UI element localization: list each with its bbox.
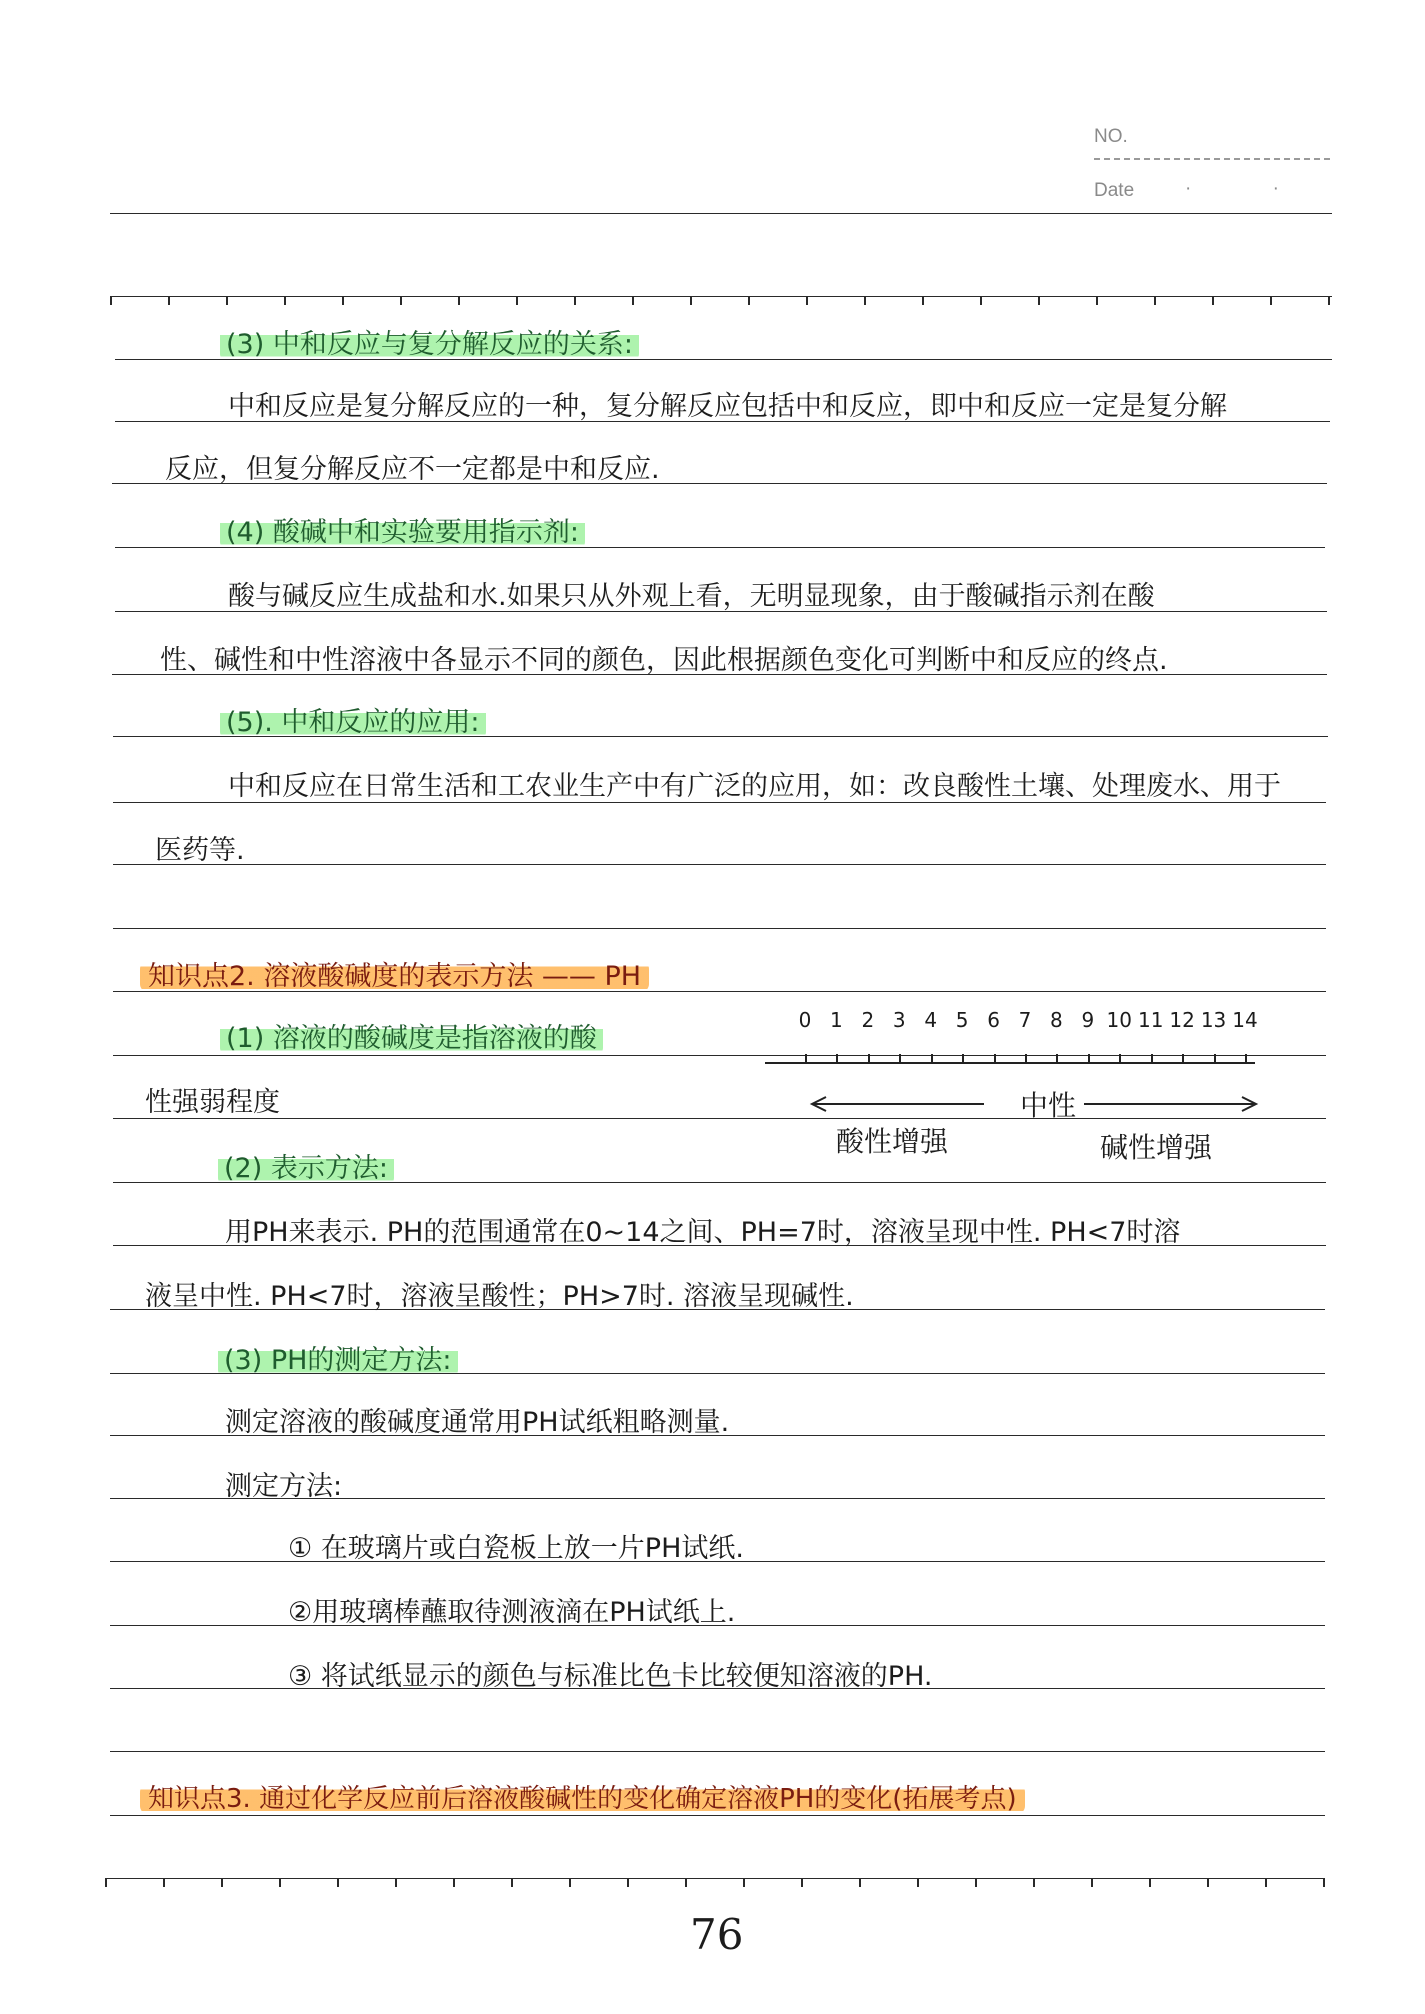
- header-divider: [1094, 158, 1330, 160]
- ruled-line: [113, 1118, 1326, 1119]
- date-dots: · ·: [1185, 178, 1317, 199]
- ph-number: 6: [987, 1008, 1000, 1032]
- method-step-2: ②用玻璃棒蘸取待测液滴在PH试纸上.: [288, 1597, 736, 1628]
- page-number: 76: [690, 1910, 744, 1959]
- ph-tick: [1088, 1054, 1090, 1064]
- ph-number: 8: [1050, 1008, 1063, 1032]
- k2-item1-line1: (1) 溶液的酸碱度是指溶液的酸: [220, 1022, 603, 1056]
- ph-tick: [962, 1054, 964, 1064]
- ph-tick: [1025, 1054, 1027, 1064]
- indicator-line-2: 性、碱性和中性溶液中各显示不同的颜色，因此根据颜色变化可判断中和反应的终点.: [160, 645, 1168, 676]
- method-step-3: ③ 将试纸显示的颜色与标准比色卡比较便知溶液的PH.: [288, 1661, 933, 1692]
- indicator-line-1: 酸与碱反应生成盐和水.如果只从外观上看，无明显现象，由于酸碱指示剂在酸: [228, 581, 1155, 612]
- ph-scale-axis: [765, 1050, 1255, 1064]
- ph-number: 2: [861, 1008, 875, 1032]
- ph-acid-label: 酸性增强: [836, 1125, 949, 1158]
- relation-line-1: 中和反应是复分解反应的一种，复分解反应包括中和反应，即中和反应一定是复分解: [228, 391, 1227, 422]
- method-step-1: ① 在玻璃片或白瓷板上放一片PH试纸.: [288, 1533, 744, 1564]
- ph-tick: [931, 1054, 933, 1064]
- knowledge-3-heading: 知识点3. 通过化学反应前后溶液酸碱性的变化确定溶液PH的变化(拓展考点): [140, 1782, 1025, 1816]
- ph-tick: [836, 1054, 838, 1064]
- k2-item3-heading: (3) PH的测定方法:: [218, 1344, 458, 1378]
- relation-line-2: 反应，但复分解反应不一定都是中和反应.: [165, 454, 660, 485]
- ph-tick: [899, 1054, 901, 1064]
- ph-number: 4: [924, 1008, 938, 1032]
- ph-number: 11: [1137, 1008, 1164, 1032]
- ph-neutral-label: 中性: [1020, 1089, 1077, 1122]
- ruled-line: [110, 213, 1332, 214]
- ph-number: 7: [1018, 1008, 1032, 1032]
- section-3-heading: (3) 中和反应与复分解反应的关系:: [220, 328, 639, 362]
- ruled-line: [113, 864, 1326, 865]
- ph-tick: [805, 1054, 807, 1064]
- ph-tick: [1119, 1054, 1121, 1064]
- k2-item2-line1: 用PH来表示. PH的范围通常在0~14之间、PH=7时，溶液呈现中性. PH<7时溶: [225, 1217, 1181, 1248]
- application-line-2: 医药等.: [155, 835, 245, 866]
- section-5-heading: (5). 中和反应的应用:: [220, 706, 486, 740]
- ph-scale-numbers: [795, 1008, 1258, 1038]
- ph-number: 10: [1106, 1008, 1133, 1032]
- ph-number: 13: [1200, 1008, 1227, 1032]
- k2-item2-heading: (2) 表示方法:: [218, 1152, 394, 1186]
- ph-tick: [1151, 1054, 1153, 1064]
- ph-number: 5: [955, 1008, 969, 1032]
- ph-number: 14: [1232, 1008, 1258, 1032]
- k2-item2-line2: 液呈中性. PH<7时，溶液呈酸性；PH>7时. 溶液呈现碱性.: [145, 1281, 854, 1312]
- ruled-line: [110, 1751, 1325, 1752]
- section-4-heading: (4) 酸碱中和实验要用指示剂:: [220, 516, 585, 550]
- ph-tick: [1182, 1054, 1184, 1064]
- ruled-line: [105, 1878, 1325, 1879]
- ruled-line: [113, 928, 1326, 929]
- no-label: NO.: [1094, 126, 1128, 147]
- ph-number: 0: [798, 1008, 812, 1032]
- date-label: Date: [1094, 180, 1135, 201]
- ph-tick: [1056, 1054, 1058, 1064]
- ph-tick: [1214, 1054, 1216, 1064]
- ph-tick: [868, 1054, 870, 1064]
- ph-base-label: 碱性增强: [1100, 1131, 1213, 1164]
- knowledge-2-heading: 知识点2. 溶液酸碱度的表示方法 —— PH: [140, 960, 649, 994]
- ph-number: 12: [1169, 1008, 1195, 1032]
- k2-item1-line2: 性强弱程度: [145, 1087, 280, 1118]
- ph-number: 3: [892, 1008, 906, 1032]
- k2-item3-line1: 测定溶液的酸碱度通常用PH试纸粗略测量.: [225, 1407, 730, 1438]
- ph-tick: [1245, 1054, 1247, 1064]
- ph-tick: [994, 1054, 996, 1064]
- ph-number: 1: [830, 1008, 843, 1032]
- ruled-line: [110, 296, 1332, 297]
- method-label: 测定方法:: [225, 1471, 343, 1502]
- ph-number: 9: [1081, 1008, 1095, 1032]
- application-line-1: 中和反应在日常生活和工农业生产中有广泛的应用，如：改良酸性土壤、处理废水、用于: [228, 771, 1281, 802]
